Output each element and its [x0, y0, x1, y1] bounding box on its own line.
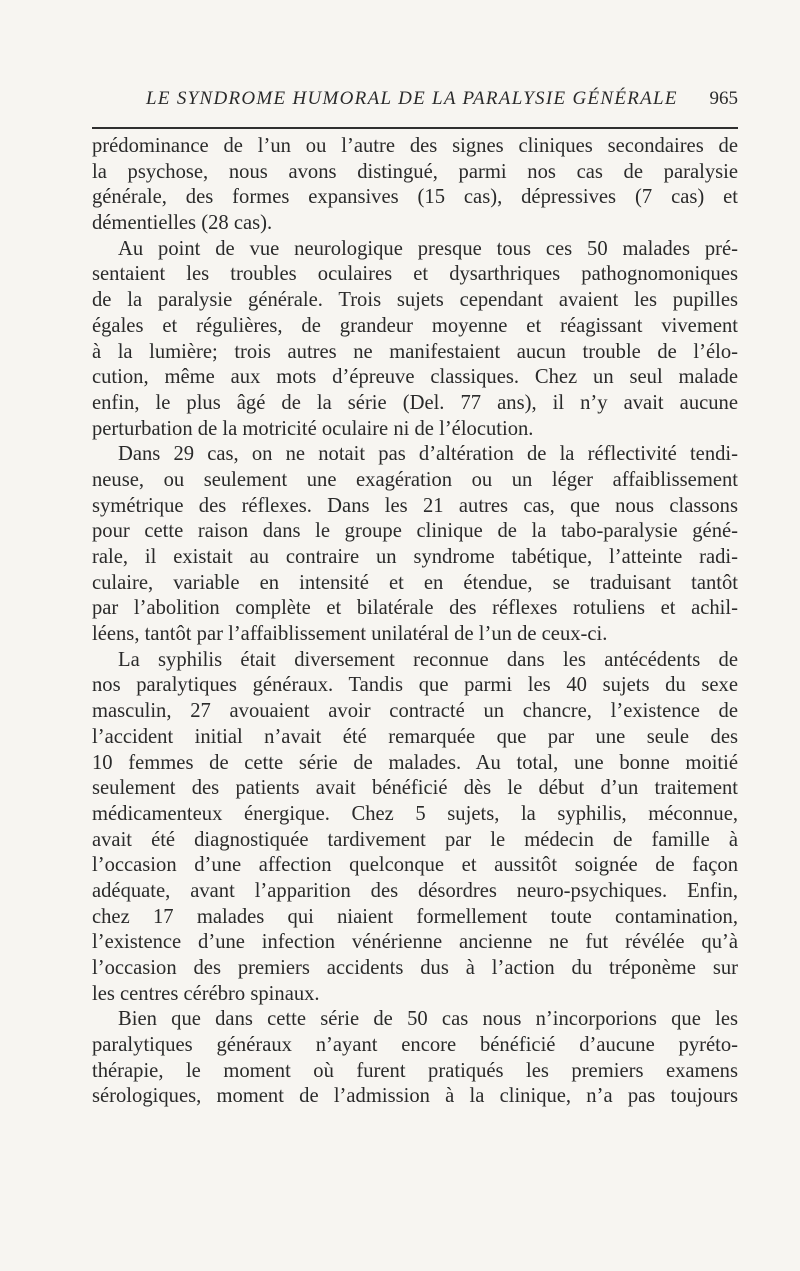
text-line: l’accident initial n’avait été remarquée que par une seule des [92, 725, 738, 748]
text-line: enfin, le plus âgé de la série (Del. 77 ans), il n’y avait aucune [92, 391, 738, 414]
text-line: sentaient les troubles oculaires et dysarthriques pathognomoniques [92, 263, 738, 286]
text-line: Bien que dans cette série de 50 cas nous n’incorporions que les [118, 1008, 738, 1031]
text-line: médicamenteux énergique. Chez 5 sujets, la syphilis, méconnue, [92, 802, 738, 825]
text-line: culaire, variable en intensité et en étendue, se traduisant tantôt [92, 571, 738, 594]
text-line: masculin, 27 avouaient avoir contracté un chancre, l’existence de [92, 700, 738, 723]
text-line: l’occasion des premiers accidents dus à l’action du tréponème sur [92, 957, 738, 979]
text-line: avait été diagnostiquée tardivement par le médecin de famille à [92, 828, 738, 851]
text-line: prédominance de l’un ou l’autre des signes cliniques secondaires de [92, 135, 738, 157]
text-line: nos paralytiques généraux. Tandis que parmi les 40 sujets du sexe [92, 674, 738, 697]
text-line: adéquate, avant l’apparition des désordres neuro-psychiques. Enfin, [92, 879, 738, 902]
text-line: la psychose, nous avons distingué, parmi nos cas de paralysie [92, 160, 738, 183]
text-line: les centres cérébro spinaux. [92, 982, 320, 1005]
text-line: léens, tantôt par l’affaiblissement unilatéral de l’un de ceux-ci. [92, 623, 608, 646]
text-line: de la paralysie générale. Trois sujets cependant avaient les pupilles [92, 289, 738, 312]
running-title: LE SYNDROME HUMORAL DE LA PARALYSIE GÉNÉRALE [146, 88, 678, 109]
text-line: 10 femmes de cette série de malades. Au total, une bonne moitié [92, 751, 738, 774]
text-line: Au point de vue neurologique presque tous ces 50 malades pré- [118, 237, 738, 260]
text-line: par l’abolition complète et bilatérale des réflexes rotuliens et achil- [92, 597, 738, 620]
body-text [92, 134, 738, 1110]
text-line: chez 17 malades qui niaient formellement toute contamination, [92, 905, 738, 928]
text-line: sérologiques, moment de l’admission à la clinique, n’a pas toujours [92, 1085, 738, 1108]
text-line: thérapie, le moment où furent pratiqués les premiers examens [92, 1059, 738, 1082]
text-line: neuse, ou seulement une exagération ou un léger affaiblissement [92, 468, 738, 491]
text-line: Dans 29 cas, on ne notait pas d’altération de la réflectivité tendi- [118, 443, 738, 466]
header-rule [92, 127, 738, 129]
text-line: l’occasion d’une affection quelconque et aussitôt soignée de façon [92, 854, 738, 877]
page-number: 965 [709, 88, 738, 109]
running-head [92, 88, 738, 118]
text-line: perturbation de la motricité oculaire ni de l’élocution. [92, 417, 534, 440]
text-line: rale, il existait au contraire un syndrome tabétique, l’atteinte radi- [92, 546, 738, 568]
text-line: paralytiques généraux n’ayant encore bénéficié d’aucune pyréto- [92, 1034, 738, 1057]
text-line: seulement des patients avait bénéficié dès le début d’un traitement [92, 777, 738, 800]
text-line: La syphilis était diversement reconnue dans les antécédents de [118, 648, 738, 671]
text-line: à la lumière; trois autres ne manifestaient aucun trouble de l’élo- [92, 340, 738, 363]
text-line: démentielles (28 cas). [92, 212, 273, 235]
text-line: symétrique des réflexes. Dans les 21 autres cas, que nous classons [92, 494, 738, 517]
text-line: cution, même aux mots d’épreuve classiques. Chez un seul malade [92, 366, 738, 389]
text-line: générale, des formes expansives (15 cas), dépressives (7 cas) et [92, 186, 738, 209]
text-line: pour cette raison dans le groupe clinique de la tabo-paralysie géné- [92, 520, 738, 543]
text-line: égales et régulières, de grandeur moyenne et réagissant vivement [92, 314, 738, 337]
text-line: l’existence d’une infection vénérienne ancienne ne fut révélée qu’à [92, 931, 738, 954]
